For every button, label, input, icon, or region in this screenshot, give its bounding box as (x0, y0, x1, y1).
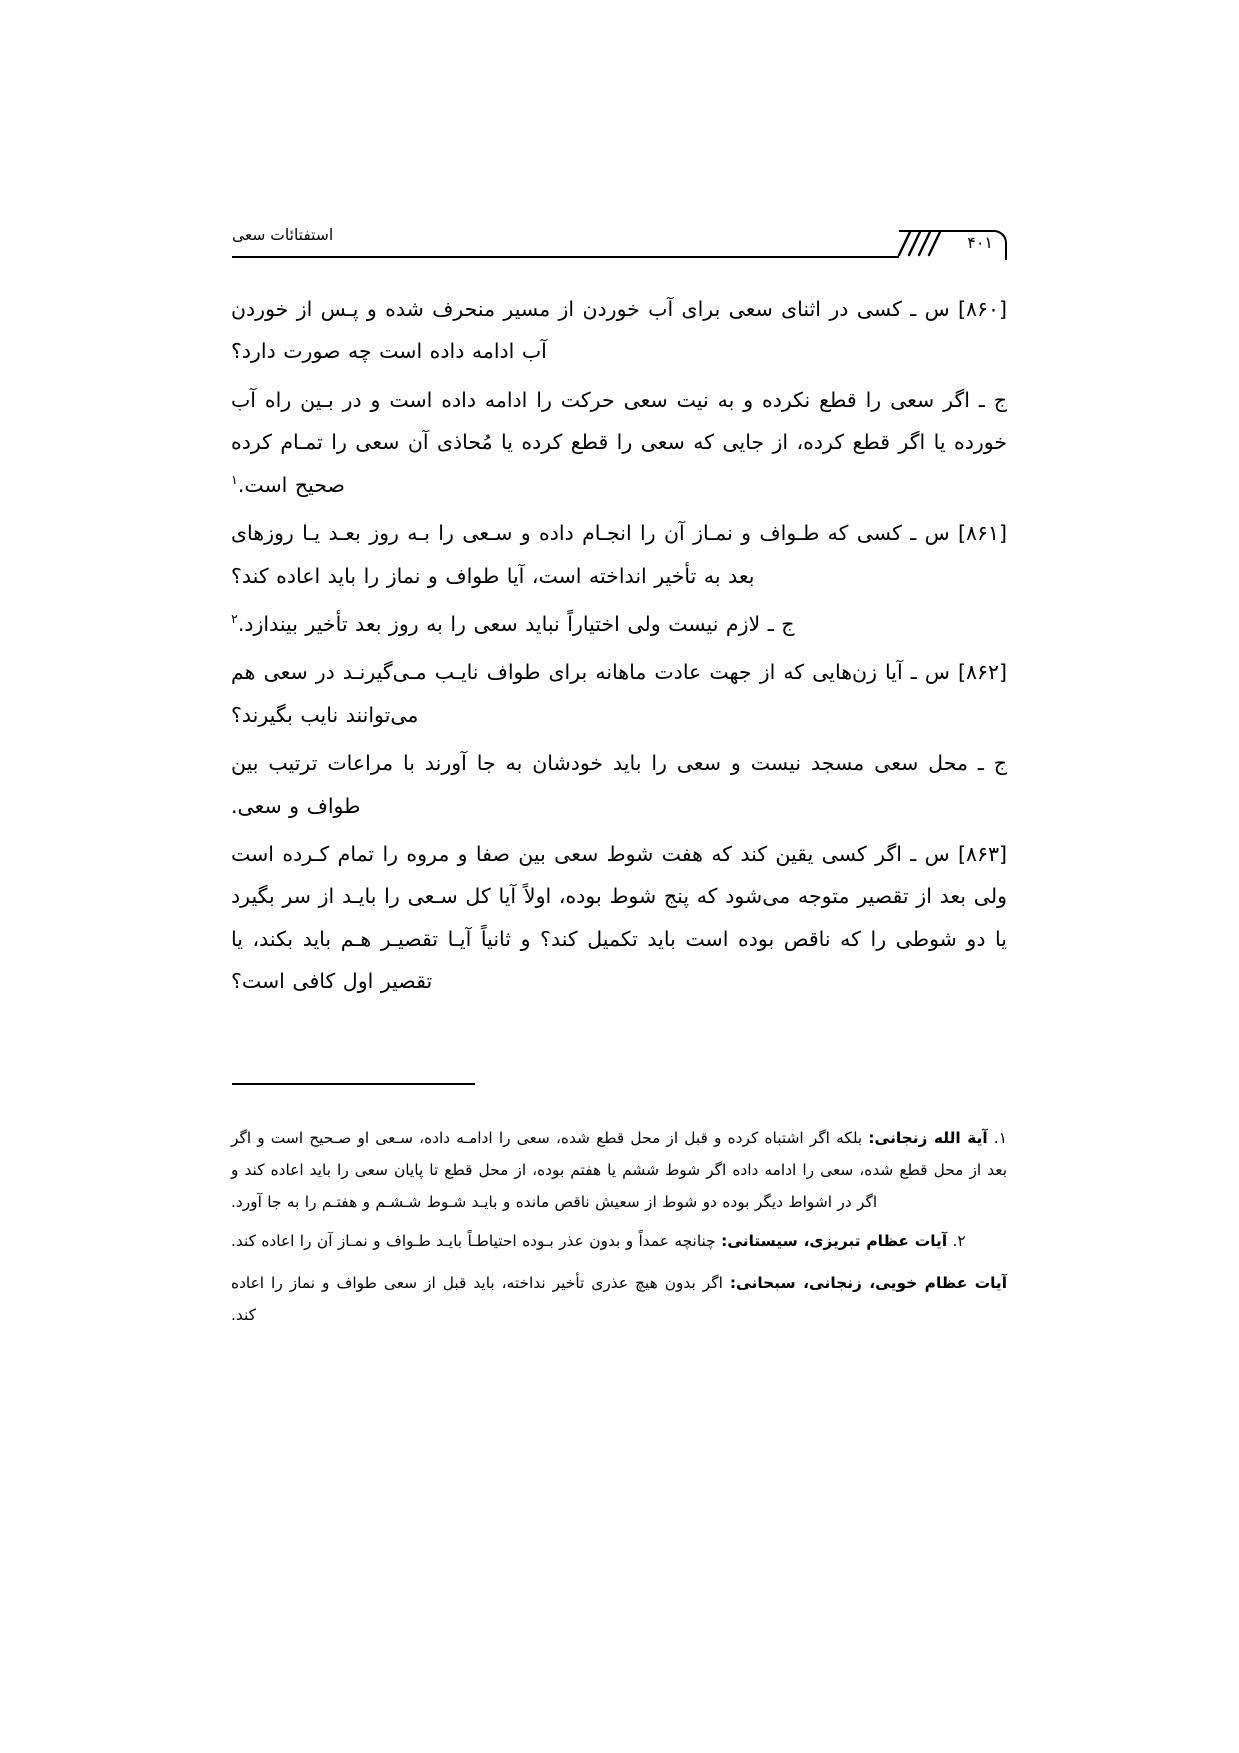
header-rule (232, 256, 1007, 258)
footnote-1-authority: آیة الله زنجانی: (868, 1129, 988, 1147)
footnote-ref-2: ۲ (231, 611, 238, 627)
footnote-2-authority: آیات عظام تبریزی، سیستانی: (721, 1232, 948, 1251)
question-862-text: [۸۶۲] س ـ آیا زن‌هایی که از جهت عادت ماهانه برای طواف نایـب مـی‌گیرنـد در سعی هم می‌توانند نایب بگیرند؟ (231, 660, 1007, 727)
question-861 (231, 512, 1007, 597)
question-860 (231, 288, 1007, 373)
answer-862 (231, 742, 1007, 827)
page-number: ۴۰۱ (967, 233, 993, 252)
question-860-text: [۸۶۰] س ـ کسی در اثنای سعی برای آب خوردن از مسیر منحرف شده و پـس از خوردن آب ادامه داده است چه صورت دارد؟ (231, 297, 1007, 364)
footnote-2 (231, 1225, 1007, 1257)
footnote-separator (232, 1083, 475, 1085)
hatch-stripes-icon (895, 228, 951, 258)
footnote-2-marker: ۲. (952, 1232, 966, 1251)
question-863 (231, 833, 1007, 1003)
footnote-1 (231, 1122, 1007, 1218)
question-862 (231, 651, 1007, 736)
footnote-ref-1: ۱ (231, 471, 238, 487)
footnote-3-authority: آیات عظام خویی، زنجانی، سبحانی: (729, 1274, 1007, 1293)
footnote-1-marker: ۱. (993, 1129, 1007, 1147)
answer-861 (231, 603, 1007, 645)
footnote-2-text: چنانچه عمداً و بدون عذر بـوده احتیاطـاً بایـد طـواف و نمـاز آن را اعاده کند. (231, 1232, 716, 1251)
question-861-text: [۸۶۱] س ـ کسی که طـواف و نمـاز آن را انجـام داده و سـعی را بـه روز بعـد یـا روزهای بعد به تأخیر انداخته است، آیا طواف و نماز را باید اعاده کند؟ (231, 521, 1007, 588)
footnote-block (231, 1122, 1007, 1338)
footnote-1-text: بلکه اگر اشتباه کرده و قبل از محل قطع شده، سعی را ادامـه داده، سـعی او صـحیح است و اگر بعد از محل قطع شده، سعی را ادامه داده اگر شوط ششم یا هفتم بوده، از محل قطع تا پایان سعی را باید اعاده کند و اگر در اشواط دیگر بوده دو شوط از سعیش ناقص مانده و بایـد شـوط شـشـم و هفتـم را به جا آورد. (231, 1129, 1007, 1212)
page-header (232, 224, 1007, 266)
answer-861-text: ج ـ لازم نیست ولی اختیاراً نباید سعی را به روز بعد تأخیر بیندازد. (237, 611, 795, 636)
answer-860-text: ج ـ اگر سعی را قطع نکرده و به نیت سعی حرکت را ادامه داده است و در بـین راه آب خورده یا اگر قطع کرده، از جایی که سعی را قطع کرده یا مُحاذی آن سعی را تمـام کرده صحیح است. (231, 387, 1007, 497)
footnote-3 (231, 1267, 1007, 1331)
question-863-text: [۸۶۳] س ـ اگر کسی یقین کند که هفت شوط سعی بین صفا و مروه را تمام کـرده است ولی بعد از تقصیر متوجه می‌شود که پنج شوط بوده، اولاً آیا کل سـعی را بایـد از سر بگیرد یا دو شوطی را که ناقص بوده است باید تکمیل کند؟ و ثانیاً آیـا تقصیـر هـم باید بکند، یا تقصیر اول کافی است؟ (231, 842, 1007, 994)
answer-860 (231, 379, 1007, 506)
footnote-3-text: اگر بدون هیچ عذری تأخیر نداخته، باید قبل از سعی طواف و نماز را اعاده کند. (231, 1274, 723, 1325)
body-column (231, 288, 1007, 1009)
answer-862-text: ج ـ محل سعی مسجد نیست و سعی را باید خودشان به جا آورند با مراعات ترتیب بین طواف و سعی. (231, 751, 1007, 818)
running-head: استفتائات سعی (232, 226, 334, 244)
